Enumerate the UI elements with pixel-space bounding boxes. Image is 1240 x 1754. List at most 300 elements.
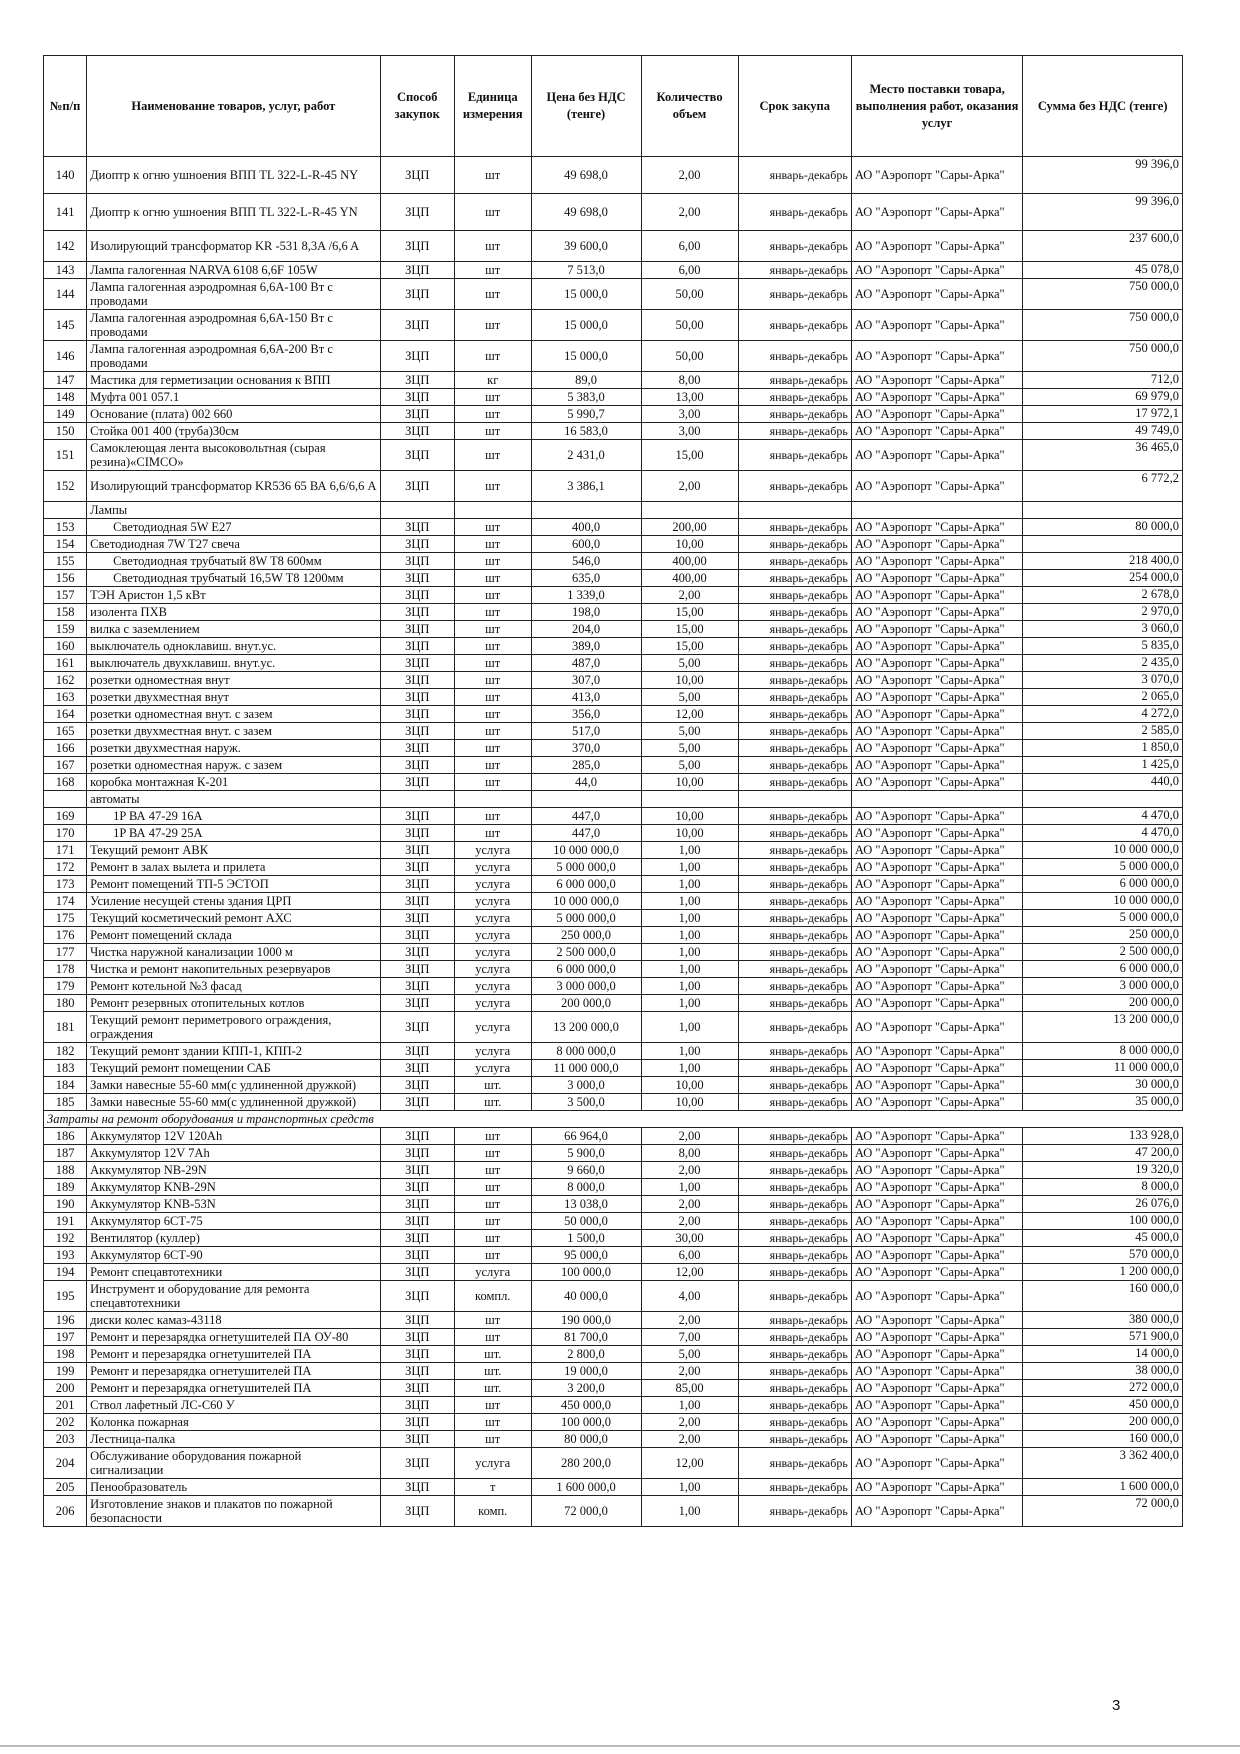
cell-place: АО "Аэропорт "Сары-Арка" bbox=[851, 859, 1022, 876]
cell-name: Аккумулятор 6СТ-75 bbox=[87, 1213, 380, 1230]
table-row bbox=[44, 194, 1183, 231]
table-row bbox=[44, 740, 1183, 757]
table-row bbox=[44, 1363, 1183, 1380]
group-title: автоматы bbox=[87, 791, 380, 808]
table-row bbox=[44, 1060, 1183, 1077]
cell-method: ЗЦП bbox=[380, 1329, 454, 1346]
cell-sum: 3 362 400,0 bbox=[1023, 1448, 1183, 1479]
cell-num: 202 bbox=[44, 1414, 87, 1431]
document-page bbox=[43, 55, 1183, 1527]
cell-method: ЗЦП bbox=[380, 978, 454, 995]
cell-sum: 2 500 000,0 bbox=[1023, 944, 1183, 961]
cell-price: 40 000,0 bbox=[531, 1281, 641, 1312]
cell-method: ЗЦП bbox=[380, 231, 454, 262]
cell-name: розетки двухместная наруж. bbox=[87, 740, 380, 757]
cell-price: 447,0 bbox=[531, 825, 641, 842]
cell-num: 200 bbox=[44, 1380, 87, 1397]
cell-price: 280 200,0 bbox=[531, 1448, 641, 1479]
table-row bbox=[44, 876, 1183, 893]
cell-term: январь-декабрь bbox=[738, 978, 851, 995]
cell-price: 3 000 000,0 bbox=[531, 978, 641, 995]
cell-place: АО "Аэропорт "Сары-Арка" bbox=[851, 842, 1022, 859]
cell-method: ЗЦП bbox=[380, 1431, 454, 1448]
cell-qty: 1,00 bbox=[641, 961, 738, 978]
cell-price: 413,0 bbox=[531, 689, 641, 706]
group-header-row bbox=[44, 502, 1183, 519]
cell-place: АО "Аэропорт "Сары-Арка" bbox=[851, 740, 1022, 757]
cell-price: 3 386,1 bbox=[531, 471, 641, 502]
cell-method: ЗЦП bbox=[380, 1346, 454, 1363]
cell-term: январь-декабрь bbox=[738, 1414, 851, 1431]
cell-price: 204,0 bbox=[531, 621, 641, 638]
table-row bbox=[44, 279, 1183, 310]
cell-name: Светодиодная 5W E27 bbox=[87, 519, 380, 536]
cell-num: 179 bbox=[44, 978, 87, 995]
cell-qty: 1,00 bbox=[641, 1496, 738, 1527]
cell-unit: шт bbox=[454, 706, 531, 723]
cell-num: 181 bbox=[44, 1012, 87, 1043]
table-row bbox=[44, 723, 1183, 740]
header-place: Место поставки товара, выполнения работ, оказания услуг bbox=[851, 56, 1022, 157]
cell-name: Лампа галогенная аэродромная 6,6А-200 Вт с проводами bbox=[87, 341, 380, 372]
cell-qty: 3,00 bbox=[641, 423, 738, 440]
cell-sum: 218 400,0 bbox=[1023, 553, 1183, 570]
cell-name: Ремонт и перезарядка огнетушителей ПА bbox=[87, 1346, 380, 1363]
table-body bbox=[44, 157, 1183, 1527]
cell-price: 285,0 bbox=[531, 757, 641, 774]
cell-name: Ремонт и перезарядка огнетушителей ПА bbox=[87, 1380, 380, 1397]
empty-cell bbox=[531, 791, 641, 808]
cell-sum bbox=[1023, 536, 1183, 553]
cell-name: Светодиодная трубчатый 8W T8 600мм bbox=[87, 553, 380, 570]
cell-unit: услуга bbox=[454, 978, 531, 995]
cell-method: ЗЦП bbox=[380, 1179, 454, 1196]
cell-num: 196 bbox=[44, 1312, 87, 1329]
cell-sum: 14 000,0 bbox=[1023, 1346, 1183, 1363]
cell-method: ЗЦП bbox=[380, 1145, 454, 1162]
cell-place: АО "Аэропорт "Сары-Арка" bbox=[851, 310, 1022, 341]
cell-term: январь-декабрь bbox=[738, 757, 851, 774]
cell-sum: 45 078,0 bbox=[1023, 262, 1183, 279]
cell-place: АО "Аэропорт "Сары-Арка" bbox=[851, 1213, 1022, 1230]
header-price: Цена без НДС (тенге) bbox=[531, 56, 641, 157]
cell-sum: 13 200 000,0 bbox=[1023, 1012, 1183, 1043]
cell-method: ЗЦП bbox=[380, 406, 454, 423]
cell-unit: услуга bbox=[454, 842, 531, 859]
cell-sum: 200 000,0 bbox=[1023, 995, 1183, 1012]
cell-sum: 8 000 000,0 bbox=[1023, 1043, 1183, 1060]
cell-unit: услуга bbox=[454, 859, 531, 876]
cell-price: 16 583,0 bbox=[531, 423, 641, 440]
cell-unit: шт bbox=[454, 1247, 531, 1264]
cell-price: 39 600,0 bbox=[531, 231, 641, 262]
cell-unit: т bbox=[454, 1479, 531, 1496]
cell-sum: 750 000,0 bbox=[1023, 310, 1183, 341]
cell-term: январь-декабрь bbox=[738, 672, 851, 689]
cell-unit: шт bbox=[454, 471, 531, 502]
table-row bbox=[44, 927, 1183, 944]
cell-qty: 1,00 bbox=[641, 910, 738, 927]
cell-price: 100 000,0 bbox=[531, 1264, 641, 1281]
cell-sum: 45 000,0 bbox=[1023, 1230, 1183, 1247]
cell-num: 182 bbox=[44, 1043, 87, 1060]
cell-num: 148 bbox=[44, 389, 87, 406]
cell-method: ЗЦП bbox=[380, 672, 454, 689]
cell-qty: 12,00 bbox=[641, 706, 738, 723]
cell-place: АО "Аэропорт "Сары-Арка" bbox=[851, 689, 1022, 706]
cell-qty: 10,00 bbox=[641, 672, 738, 689]
cell-term: январь-декабрь bbox=[738, 1128, 851, 1145]
cell-place: АО "Аэропорт "Сары-Арка" bbox=[851, 961, 1022, 978]
cell-place: АО "Аэропорт "Сары-Арка" bbox=[851, 1479, 1022, 1496]
cell-name: Усиление несущей стены здания ЦРП bbox=[87, 893, 380, 910]
cell-term: январь-декабрь bbox=[738, 825, 851, 842]
cell-unit: шт bbox=[454, 1329, 531, 1346]
cell-unit: шт bbox=[454, 389, 531, 406]
cell-unit: шт bbox=[454, 621, 531, 638]
cell-place: АО "Аэропорт "Сары-Арка" bbox=[851, 1043, 1022, 1060]
table-row bbox=[44, 1414, 1183, 1431]
cell-term: январь-декабрь bbox=[738, 1281, 851, 1312]
cell-qty: 2,00 bbox=[641, 471, 738, 502]
table-row bbox=[44, 825, 1183, 842]
cell-place: АО "Аэропорт "Сары-Арка" bbox=[851, 1230, 1022, 1247]
cell-term: январь-декабрь bbox=[738, 1363, 851, 1380]
cell-price: 44,0 bbox=[531, 774, 641, 791]
cell-qty: 15,00 bbox=[641, 604, 738, 621]
cell-place: АО "Аэропорт "Сары-Арка" bbox=[851, 1179, 1022, 1196]
table-row bbox=[44, 893, 1183, 910]
table-row bbox=[44, 604, 1183, 621]
cell-method: ЗЦП bbox=[380, 1414, 454, 1431]
cell-term: январь-декабрь bbox=[738, 536, 851, 553]
empty-cell bbox=[641, 791, 738, 808]
cell-sum: 4 272,0 bbox=[1023, 706, 1183, 723]
cell-num: 187 bbox=[44, 1145, 87, 1162]
cell-sum: 450 000,0 bbox=[1023, 1397, 1183, 1414]
cell-term: январь-декабрь bbox=[738, 1196, 851, 1213]
cell-num: 198 bbox=[44, 1346, 87, 1363]
cell-name: Светодиодная трубчатый 16,5W T8 1200мм bbox=[87, 570, 380, 587]
cell-unit: комп. bbox=[454, 1496, 531, 1527]
cell-unit: шт bbox=[454, 310, 531, 341]
table-row bbox=[44, 1012, 1183, 1043]
cell-unit: шт bbox=[454, 757, 531, 774]
cell-qty: 10,00 bbox=[641, 808, 738, 825]
cell-num: 170 bbox=[44, 825, 87, 842]
cell-term: январь-декабрь bbox=[738, 910, 851, 927]
cell-term: январь-декабрь bbox=[738, 194, 851, 231]
cell-place: АО "Аэропорт "Сары-Арка" bbox=[851, 1414, 1022, 1431]
cell-name: розетки одноместная наруж. с зазем bbox=[87, 757, 380, 774]
cell-qty: 2,00 bbox=[641, 1162, 738, 1179]
cell-num: 189 bbox=[44, 1179, 87, 1196]
cell-qty: 6,00 bbox=[641, 262, 738, 279]
cell-sum: 30 000,0 bbox=[1023, 1077, 1183, 1094]
cell-unit: шт bbox=[454, 774, 531, 791]
cell-unit: шт bbox=[454, 341, 531, 372]
empty-cell bbox=[738, 502, 851, 519]
cell-price: 2 431,0 bbox=[531, 440, 641, 471]
header-num: №п/п bbox=[44, 56, 87, 157]
cell-unit: шт bbox=[454, 587, 531, 604]
cell-method: ЗЦП bbox=[380, 774, 454, 791]
cell-num: 159 bbox=[44, 621, 87, 638]
cell-method: ЗЦП bbox=[380, 995, 454, 1012]
cell-price: 400,0 bbox=[531, 519, 641, 536]
table-row bbox=[44, 519, 1183, 536]
table-row bbox=[44, 1448, 1183, 1479]
cell-qty: 30,00 bbox=[641, 1230, 738, 1247]
cell-name: изолента ПХВ bbox=[87, 604, 380, 621]
cell-name: Ремонт в залах вылета и прилета bbox=[87, 859, 380, 876]
table-row bbox=[44, 944, 1183, 961]
cell-term: январь-декабрь bbox=[738, 859, 851, 876]
cell-price: 198,0 bbox=[531, 604, 641, 621]
cell-place: АО "Аэропорт "Сары-Арка" bbox=[851, 1162, 1022, 1179]
table-row bbox=[44, 231, 1183, 262]
cell-qty: 400,00 bbox=[641, 570, 738, 587]
cell-sum: 133 928,0 bbox=[1023, 1128, 1183, 1145]
header-qty: Количество объем bbox=[641, 56, 738, 157]
cell-name: Аккумулятор 12V 7Ah bbox=[87, 1145, 380, 1162]
cell-price: 546,0 bbox=[531, 553, 641, 570]
cell-term: январь-декабрь bbox=[738, 423, 851, 440]
cell-qty: 50,00 bbox=[641, 310, 738, 341]
cell-price: 5 990,7 bbox=[531, 406, 641, 423]
table-row bbox=[44, 440, 1183, 471]
cell-qty: 6,00 bbox=[641, 1247, 738, 1264]
cell-term: январь-декабрь bbox=[738, 808, 851, 825]
table-row bbox=[44, 1380, 1183, 1397]
cell-name: Чистка и ремонт накопительных резервуаров bbox=[87, 961, 380, 978]
cell-qty: 2,00 bbox=[641, 157, 738, 194]
cell-term: январь-декабрь bbox=[738, 1094, 851, 1111]
cell-unit: шт bbox=[454, 553, 531, 570]
cell-num: 201 bbox=[44, 1397, 87, 1414]
cell-method: ЗЦП bbox=[380, 1247, 454, 1264]
cell-name: Ремонт и перезарядка огнетушителей ПА bbox=[87, 1363, 380, 1380]
cell-name: ТЭН Аристон 1,5 кВт bbox=[87, 587, 380, 604]
cell-name: Ремонт помещений склада bbox=[87, 927, 380, 944]
cell-term: январь-декабрь bbox=[738, 689, 851, 706]
cell-name: вилка с заземлением bbox=[87, 621, 380, 638]
cell-name: 1P ВА 47-29 25А bbox=[87, 825, 380, 842]
cell-term: январь-декабрь bbox=[738, 372, 851, 389]
cell-price: 15 000,0 bbox=[531, 279, 641, 310]
cell-price: 2 800,0 bbox=[531, 1346, 641, 1363]
cell-price: 10 000 000,0 bbox=[531, 842, 641, 859]
cell-term: январь-декабрь bbox=[738, 1264, 851, 1281]
table-row bbox=[44, 1094, 1183, 1111]
cell-num: 204 bbox=[44, 1448, 87, 1479]
cell-price: 307,0 bbox=[531, 672, 641, 689]
cell-method: ЗЦП bbox=[380, 341, 454, 372]
cell-place: АО "Аэропорт "Сары-Арка" bbox=[851, 1496, 1022, 1527]
cell-method: ЗЦП bbox=[380, 1196, 454, 1213]
cell-unit: шт bbox=[454, 262, 531, 279]
cell-unit: шт bbox=[454, 672, 531, 689]
cell-price: 356,0 bbox=[531, 706, 641, 723]
cell-unit: шт. bbox=[454, 1380, 531, 1397]
cell-unit: шт bbox=[454, 406, 531, 423]
cell-method: ЗЦП bbox=[380, 859, 454, 876]
cell-term: январь-декабрь bbox=[738, 1077, 851, 1094]
group-header-row bbox=[44, 791, 1183, 808]
cell-qty: 1,00 bbox=[641, 927, 738, 944]
cell-price: 3 000,0 bbox=[531, 1077, 641, 1094]
cell-method: ЗЦП bbox=[380, 570, 454, 587]
table-row bbox=[44, 689, 1183, 706]
cell-method: ЗЦП bbox=[380, 389, 454, 406]
cell-price: 389,0 bbox=[531, 638, 641, 655]
table-row bbox=[44, 621, 1183, 638]
table-row bbox=[44, 553, 1183, 570]
cell-place: АО "Аэропорт "Сары-Арка" bbox=[851, 604, 1022, 621]
table-row bbox=[44, 1479, 1183, 1496]
cell-num: 151 bbox=[44, 440, 87, 471]
cell-sum: 36 465,0 bbox=[1023, 440, 1183, 471]
cell-unit: услуга bbox=[454, 910, 531, 927]
cell-method: ЗЦП bbox=[380, 1312, 454, 1329]
cell-method: ЗЦП bbox=[380, 310, 454, 341]
cell-unit: услуга bbox=[454, 927, 531, 944]
cell-place: АО "Аэропорт "Сары-Арка" bbox=[851, 423, 1022, 440]
cell-num: 190 bbox=[44, 1196, 87, 1213]
cell-num: 183 bbox=[44, 1060, 87, 1077]
cell-place: АО "Аэропорт "Сары-Арка" bbox=[851, 1012, 1022, 1043]
cell-sum: 254 000,0 bbox=[1023, 570, 1183, 587]
cell-method: ЗЦП bbox=[380, 1043, 454, 1060]
cell-sum: 11 000 000,0 bbox=[1023, 1060, 1183, 1077]
cell-num: 165 bbox=[44, 723, 87, 740]
cell-method: ЗЦП bbox=[380, 194, 454, 231]
cell-name: Колонка пожарная bbox=[87, 1414, 380, 1431]
cell-term: январь-декабрь bbox=[738, 638, 851, 655]
cell-qty: 15,00 bbox=[641, 621, 738, 638]
cell-term: январь-декабрь bbox=[738, 842, 851, 859]
cell-name: выключатель двухклавиш. внут.ус. bbox=[87, 655, 380, 672]
cell-name: розетки одноместная внут. с зазем bbox=[87, 706, 380, 723]
cell-unit: шт bbox=[454, 279, 531, 310]
cell-sum: 4 470,0 bbox=[1023, 825, 1183, 842]
table-row bbox=[44, 372, 1183, 389]
table-row bbox=[44, 1346, 1183, 1363]
cell-num: 164 bbox=[44, 706, 87, 723]
cell-sum: 99 396,0 bbox=[1023, 194, 1183, 231]
cell-num: 149 bbox=[44, 406, 87, 423]
cell-name: Ремонт резервных отопительных котлов bbox=[87, 995, 380, 1012]
cell-num: 162 bbox=[44, 672, 87, 689]
cell-term: январь-декабрь bbox=[738, 1431, 851, 1448]
cell-qty: 4,00 bbox=[641, 1281, 738, 1312]
cell-num: 203 bbox=[44, 1431, 87, 1448]
cell-sum: 4 470,0 bbox=[1023, 808, 1183, 825]
cell-price: 6 000 000,0 bbox=[531, 876, 641, 893]
cell-sum: 10 000 000,0 bbox=[1023, 893, 1183, 910]
table-row bbox=[44, 757, 1183, 774]
cell-place: АО "Аэропорт "Сары-Арка" bbox=[851, 1145, 1022, 1162]
cell-num: 157 bbox=[44, 587, 87, 604]
cell-sum: 100 000,0 bbox=[1023, 1213, 1183, 1230]
cell-method: ЗЦП bbox=[380, 536, 454, 553]
section-header-row bbox=[44, 1111, 1183, 1128]
cell-name: Лампа галогенная аэродромная 6,6А-150 Вт с проводами bbox=[87, 310, 380, 341]
cell-num: 194 bbox=[44, 1264, 87, 1281]
cell-method: ЗЦП bbox=[380, 372, 454, 389]
cell-qty: 13,00 bbox=[641, 389, 738, 406]
cell-price: 15 000,0 bbox=[531, 341, 641, 372]
cell-name: Текущий ремонт периметрового ограждения, ограждения bbox=[87, 1012, 380, 1043]
cell-sum: 712,0 bbox=[1023, 372, 1183, 389]
cell-term: январь-декабрь bbox=[738, 553, 851, 570]
cell-price: 9 660,0 bbox=[531, 1162, 641, 1179]
cell-method: ЗЦП bbox=[380, 279, 454, 310]
cell-place: АО "Аэропорт "Сары-Арка" bbox=[851, 1128, 1022, 1145]
cell-method: ЗЦП bbox=[380, 944, 454, 961]
cell-name: коробка монтажная К-201 bbox=[87, 774, 380, 791]
table-row bbox=[44, 1043, 1183, 1060]
cell-place: АО "Аэропорт "Сары-Арка" bbox=[851, 341, 1022, 372]
cell-price: 80 000,0 bbox=[531, 1431, 641, 1448]
cell-term: январь-декабрь bbox=[738, 406, 851, 423]
cell-unit: услуга bbox=[454, 995, 531, 1012]
cell-unit: шт bbox=[454, 689, 531, 706]
cell-place: АО "Аэропорт "Сары-Арка" bbox=[851, 553, 1022, 570]
cell-qty: 1,00 bbox=[641, 978, 738, 995]
cell-name: Ремонт котельной №3 фасад bbox=[87, 978, 380, 995]
cell-term: январь-декабрь bbox=[738, 570, 851, 587]
cell-place: АО "Аэропорт "Сары-Арка" bbox=[851, 910, 1022, 927]
cell-price: 15 000,0 bbox=[531, 310, 641, 341]
cell-unit: услуга bbox=[454, 1012, 531, 1043]
cell-term: январь-декабрь bbox=[738, 1162, 851, 1179]
cell-unit: шт bbox=[454, 1179, 531, 1196]
cell-name: Ремонт помещений ТП-5 ЭСТОП bbox=[87, 876, 380, 893]
cell-price: 5 383,0 bbox=[531, 389, 641, 406]
cell-place: АО "Аэропорт "Сары-Арка" bbox=[851, 194, 1022, 231]
cell-unit: шт bbox=[454, 655, 531, 672]
cell-sum: 8 000,0 bbox=[1023, 1179, 1183, 1196]
cell-sum: 99 396,0 bbox=[1023, 157, 1183, 194]
table-row bbox=[44, 706, 1183, 723]
cell-qty: 2,00 bbox=[641, 1213, 738, 1230]
empty-cell bbox=[851, 791, 1022, 808]
cell-price: 2 500 000,0 bbox=[531, 944, 641, 961]
cell-name: Текущий ремонт АВК bbox=[87, 842, 380, 859]
cell-qty: 5,00 bbox=[641, 723, 738, 740]
cell-place: АО "Аэропорт "Сары-Арка" bbox=[851, 927, 1022, 944]
cell-method: ЗЦП bbox=[380, 587, 454, 604]
cell-method: ЗЦП bbox=[380, 1363, 454, 1380]
table-row bbox=[44, 859, 1183, 876]
table-row bbox=[44, 389, 1183, 406]
empty-cell bbox=[1023, 502, 1183, 519]
cell-num: 195 bbox=[44, 1281, 87, 1312]
cell-name: Самоклеющая лента высоковольтная (сырая резина)«CIMCO» bbox=[87, 440, 380, 471]
cell-name: Аккумулятор KNB-29N bbox=[87, 1179, 380, 1196]
cell-price: 8 000 000,0 bbox=[531, 1043, 641, 1060]
cell-name: Аккумулятор NB-29N bbox=[87, 1162, 380, 1179]
table-row bbox=[44, 1145, 1183, 1162]
cell-qty: 1,00 bbox=[641, 1012, 738, 1043]
cell-unit: шт bbox=[454, 825, 531, 842]
cell-place: АО "Аэропорт "Сары-Арка" bbox=[851, 406, 1022, 423]
cell-term: январь-декабрь bbox=[738, 1060, 851, 1077]
cell-num: 206 bbox=[44, 1496, 87, 1527]
cell-method: ЗЦП bbox=[380, 519, 454, 536]
cell-name: Инструмент и оборудование для ремонта спецавтотехники bbox=[87, 1281, 380, 1312]
